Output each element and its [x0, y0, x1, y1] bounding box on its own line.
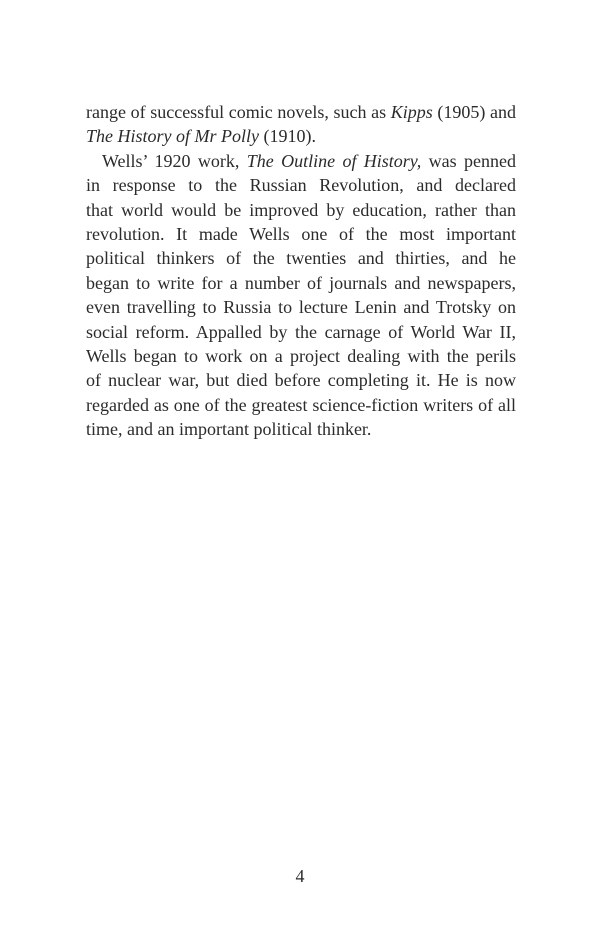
text-run: range of successful comic novels, such as	[86, 102, 391, 122]
text-line: Wells began to work on a project dealing with the perils	[86, 346, 516, 367]
text-line: social reform. Appalled by the carnage of World War II,	[86, 321, 516, 342]
text-line: that world would be improved by education, rather than	[86, 199, 516, 220]
text-line	[86, 100, 516, 124]
book-title-kipps: Kipps	[390, 102, 433, 122]
book-title-outline-of-history: The Outline of History,	[246, 150, 422, 171]
text-line: even travelling to Russia to lecture Lenin and Trotsky on	[86, 297, 516, 318]
text-run: was penned	[421, 150, 516, 171]
book-title-history-of-mr-polly: The History of Mr Polly	[86, 126, 259, 147]
text-line: in response to the Russian Revolution, and declared	[86, 175, 516, 196]
body-text	[86, 100, 516, 442]
text-line: revolution. It made Wells one of the most important	[86, 224, 516, 245]
text-line	[86, 149, 516, 173]
text-line: time, and an important political thinker.	[86, 419, 372, 440]
text-line: regarded as one of the greatest science-fiction writers of all	[86, 394, 516, 415]
page-number: 4	[295, 866, 305, 886]
text-line	[86, 124, 516, 148]
text-run: Wells’ 1920 work,	[102, 150, 247, 171]
text-line: of nuclear war, but died before completing it. He is now	[86, 370, 516, 391]
text-line: political thinkers of the twenties and thirties, and he	[86, 248, 516, 269]
text-run: (1910).	[259, 126, 316, 147]
text-line: began to write for a number of journals and newspapers,	[86, 272, 516, 293]
text-run: (1905) and	[432, 102, 516, 122]
